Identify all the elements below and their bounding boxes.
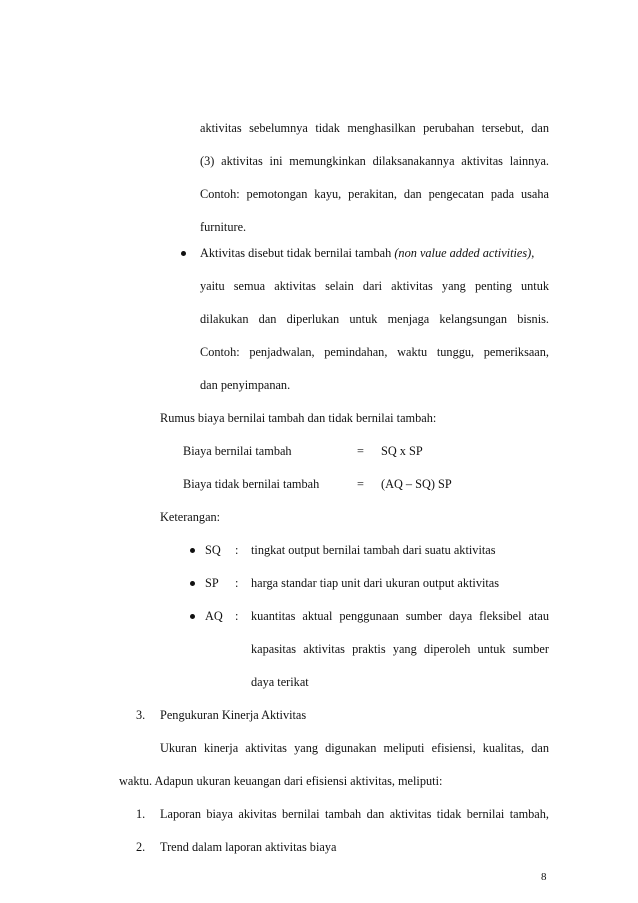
bullet-intro-text: Aktivitas disebut tidak bernilai tambah xyxy=(200,246,395,260)
bullet-icon xyxy=(190,548,195,553)
formula-equals: = xyxy=(357,444,364,458)
paragraph-line: Ukuran kinerja aktivitas yang digunakan meliputi efisiensi, kualitas, dan xyxy=(160,741,549,755)
legend-abbr-aq: AQ xyxy=(205,609,223,623)
bullet-icon xyxy=(190,614,195,619)
paragraph-line: Contoh: pemotongan kayu, perakitan, dan pengecatan pada usaha xyxy=(200,187,549,201)
formula-value: SQ x SP xyxy=(381,444,423,458)
paragraph-line: dilakukan dan diperlukan untuk menjaga kelangsungan bisnis. xyxy=(200,312,549,326)
list-number: 1. xyxy=(136,807,146,821)
bullet-punct: , xyxy=(531,246,535,260)
legend-abbr-sq: SQ xyxy=(205,543,221,557)
section-number: 3. xyxy=(136,708,146,722)
bullet-icon xyxy=(190,581,195,586)
bullet-item-non-value-added xyxy=(200,245,549,261)
legend-desc: kapasitas aktivitas praktis yang diperoleh untuk sumber xyxy=(251,642,549,656)
legend-abbr-sp: SP xyxy=(205,576,219,590)
formula-label: Biaya bernilai tambah xyxy=(183,444,292,458)
legend-desc: daya terikat xyxy=(251,675,309,689)
formula-equals: = xyxy=(357,477,364,491)
paragraph-line: (3) aktivitas ini memungkinkan dilaksanakannya aktivitas lainnya. xyxy=(200,154,549,168)
term-non-value-added: (non value added activities) xyxy=(394,246,532,260)
list-number: 2. xyxy=(136,840,146,854)
section-heading: Pengukuran Kinerja Aktivitas xyxy=(160,708,307,722)
legend-desc: harga standar tiap unit dari ukuran output aktivitas xyxy=(251,576,500,590)
paragraph-line: aktivitas sebelumnya tidak menghasilkan perubahan tersebut, dan xyxy=(200,121,549,135)
formula-value: (AQ – SQ) SP xyxy=(381,477,452,491)
list-item-text: Laporan biaya akivitas bernilai tambah dan aktivitas tidak bernilai tambah, xyxy=(160,807,549,821)
legend-separator: : xyxy=(235,576,239,590)
paragraph-line: waktu. Adapun ukuran keuangan dari efisiensi aktivitas, meliputi: xyxy=(119,774,443,788)
paragraph-line: yaitu semua aktivitas selain dari aktivitas yang penting untuk xyxy=(200,279,549,293)
bullet-icon xyxy=(181,251,186,256)
paragraph-line: Contoh: penjadwalan, pemindahan, waktu tunggu, pemeriksaan, xyxy=(200,345,549,359)
formula-intro: Rumus biaya bernilai tambah dan tidak bernilai tambah: xyxy=(160,411,437,425)
paragraph-line: furniture. xyxy=(200,220,247,234)
legend-desc: tingkat output bernilai tambah dari suatu aktivitas xyxy=(251,543,496,557)
legend-separator: : xyxy=(235,543,239,557)
legend-separator: : xyxy=(235,609,239,623)
formula-label: Biaya tidak bernilai tambah xyxy=(183,477,320,491)
keterangan-heading: Keterangan: xyxy=(160,510,221,524)
page-number: 8 xyxy=(541,871,547,883)
paragraph-line: dan penyimpanan. xyxy=(200,378,291,392)
list-item-text: Trend dalam laporan aktivitas biaya xyxy=(160,840,337,854)
legend-desc: kuantitas aktual penggunaan sumber daya fleksibel atau xyxy=(251,609,549,623)
